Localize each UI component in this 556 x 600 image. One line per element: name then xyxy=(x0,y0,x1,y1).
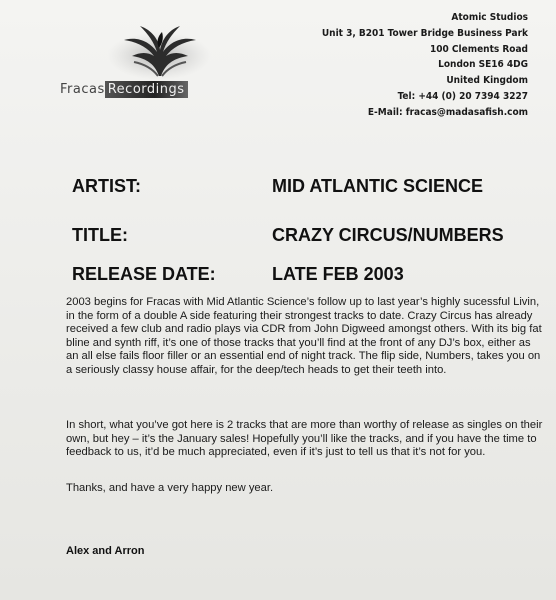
email: E-Mail: fracas@madasafish.com xyxy=(367,106,528,118)
address-line-4: United Kingdom xyxy=(446,75,528,87)
address-block xyxy=(322,10,528,121)
body-paragraph-2: In short, what you’ve got here is 2 tracks that are more than worthy of release as singles on their own, but hey – it’s the January sales! Hopefully you’ll like the tracks, and if you have the time to feedback to us, it’d be much appreciated, even if it’s just to tell us that it’s not for you. xyxy=(66,419,543,459)
artist-label: ARTIST: xyxy=(72,176,141,196)
body-paragraph-1: 2003 begins for Fracas with Mid Atlantic Science’s follow up to last year’s highly sucessful Livin, in the form of a double A side featuring their strongest tracks to date. Crazy Circus has already received a few club and radio plays via CDR from John Digweed amongst others. With its big fat bline and synth riff, it’s one of those tracks that you’ll find at the front of any DJ’s box, either as an all else fails floor filler or an essential end of night track. The flip side, Numbers, takes you on a seriously classy house affair, for the deep/tech heads to get their teeth into. xyxy=(66,296,542,376)
logo-word-recordings: Recordings xyxy=(105,81,188,98)
address-line-1: Unit 3, B201 Tower Bridge Business Park xyxy=(321,27,528,39)
release-date-value: LATE FEB 2003 xyxy=(272,264,404,284)
fracas-recordings-logo xyxy=(60,18,260,100)
artist-value: MID ATLANTIC SCIENCE xyxy=(272,176,483,196)
logo-word-fracas: Fracas xyxy=(60,82,105,97)
signature: Alex and Arron xyxy=(66,545,145,557)
body-paragraph-3: Thanks, and have a very happy new year. xyxy=(66,482,274,494)
telephone: Tel: +44 (0) 20 7394 3227 xyxy=(397,90,528,102)
title-value: CRAZY CIRCUS/NUMBERS xyxy=(272,225,504,245)
company-name: Atomic Studios xyxy=(451,12,528,23)
title-label: TITLE: xyxy=(72,225,128,245)
logo-wordmark xyxy=(60,82,188,97)
address-line-2: 100 Clements Road xyxy=(430,43,528,55)
release-date-label: RELEASE DATE: xyxy=(72,264,216,284)
address-line-3: London SE16 4DG xyxy=(438,59,528,71)
phoenix-emblem-icon xyxy=(104,18,214,82)
